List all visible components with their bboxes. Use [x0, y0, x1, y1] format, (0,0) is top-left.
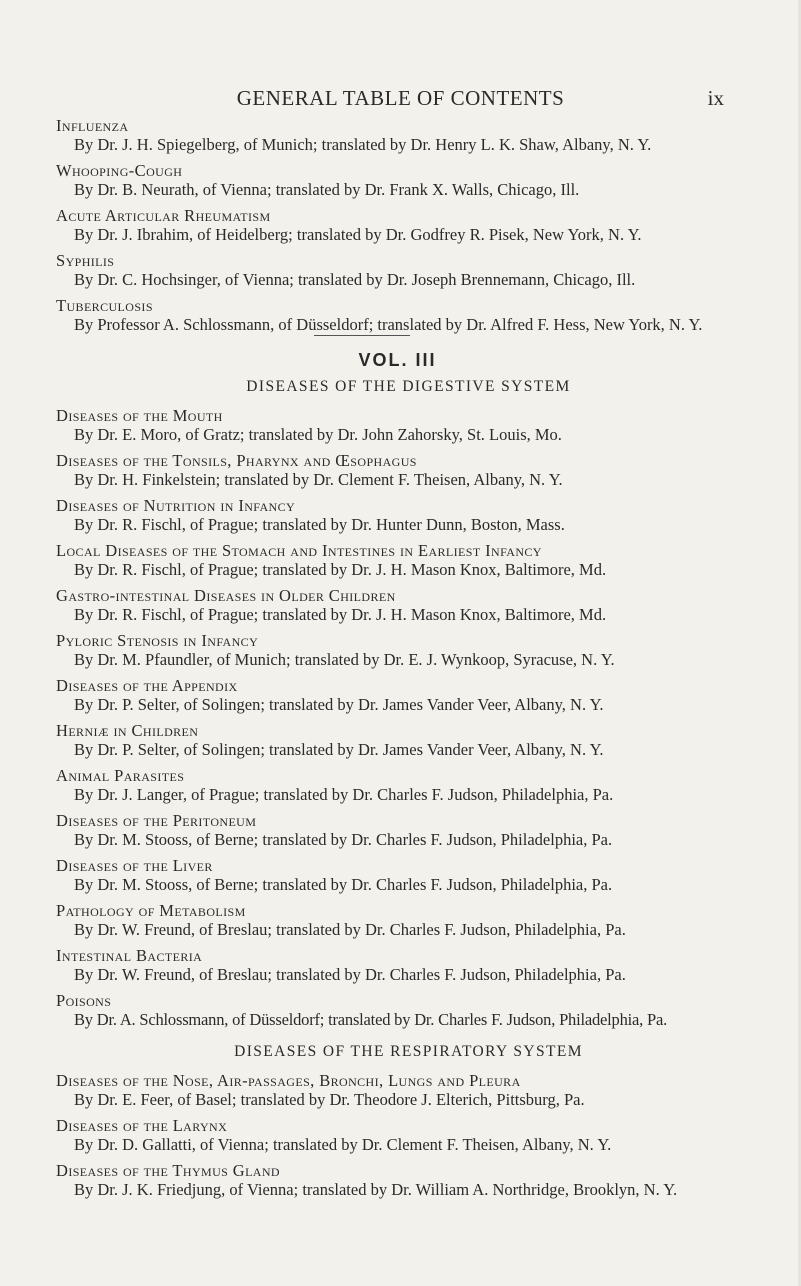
toc-entry: [56, 766, 761, 804]
divider-rule: [314, 335, 410, 336]
entry-author: By Dr. D. Gallatti, of Vienna; translated by Dr. Clement F. Theisen, Albany, N. Y.: [74, 1135, 612, 1154]
page-number: ix: [707, 86, 724, 110]
toc-entry: [56, 586, 761, 624]
entry-title: Syphilis: [56, 251, 115, 270]
entry-author: By Dr. R. Fischl, of Prague; translated by Dr. J. H. Mason Knox, Baltimore, Md.: [74, 560, 607, 579]
toc-entry: [56, 206, 761, 244]
entry-author: By Dr. M. Stooss, of Berne; translated by Dr. Charles F. Judson, Philadelphia, Pa.: [74, 830, 613, 849]
entry-author: By Dr. M. Pfaundler, of Munich; translated by Dr. E. J. Wynkoop, Syracuse, N. Y.: [74, 650, 615, 669]
entry-title: Diseases of the Appendix: [56, 676, 238, 695]
toc-entry: [56, 631, 761, 669]
toc-entry: [56, 116, 761, 154]
entry-author: By Dr. H. Finkelstein; translated by Dr. Clement F. Theisen, Albany, N. Y.: [74, 470, 563, 489]
volume-heading: VOL. III: [358, 350, 437, 370]
entry-title: Poisons: [56, 991, 112, 1010]
entry-title: Local Diseases of the Stomach and Intestines in Earliest Infancy: [56, 541, 542, 560]
entry-author: By Dr. W. Freund, of Breslau; translated by Dr. Charles F. Judson, Philadelphia, Pa.: [74, 965, 626, 984]
entry-author: By Dr. J. H. Spiegelberg, of Munich; translated by Dr. Henry L. K. Shaw, Albany, N. Y.: [74, 135, 652, 154]
toc-entry: [56, 296, 761, 334]
entry-title: Pyloric Stenosis in Infancy: [56, 631, 259, 650]
entry-author: By Dr. J. K. Friedjung, of Vienna; translated by Dr. William A. Northridge, Brooklyn, N. Y.: [74, 1180, 678, 1199]
section-heading-digestive: DISEASES OF THE DIGESTIVE SYSTEM: [246, 378, 571, 395]
entry-title: Herniæ in Children: [56, 721, 199, 740]
entry-title: Tuberculosis: [56, 296, 153, 315]
section-heading-respiratory: DISEASES OF THE RESPIRATORY SYSTEM: [234, 1043, 583, 1060]
entry-author: By Professor A. Schlossmann, of Düsseldorf; translated by Dr. Alfred F. Hess, New York, N. Y.: [74, 315, 703, 334]
entry-author: By Dr. R. Fischl, of Prague; translated by Dr. Hunter Dunn, Boston, Mass.: [74, 515, 565, 534]
entry-title: Whooping-Cough: [56, 161, 183, 180]
entry-title: Pathology of Metabolism: [56, 901, 246, 920]
toc-entry: [56, 1116, 761, 1154]
entry-title: Diseases of the Mouth: [56, 406, 223, 425]
entry-title: Animal Parasites: [56, 766, 185, 785]
entry-title: Diseases of the Thymus Gland: [56, 1161, 280, 1180]
entry-author: By Dr. P. Selter, of Solingen; translated by Dr. James Vander Veer, Albany, N. Y.: [74, 740, 604, 759]
entry-title: Diseases of the Larynx: [56, 1116, 228, 1135]
toc-entry: [56, 161, 761, 199]
toc-entry: [56, 721, 761, 759]
toc-entry: [56, 451, 761, 489]
running-head: [0, 84, 801, 114]
toc-entry: [56, 856, 761, 894]
entry-title: Gastro-intestinal Diseases in Older Children: [56, 586, 396, 605]
page-title: GENERAL TABLE OF CONTENTS: [236, 86, 565, 110]
entry-author: By Dr. E. Feer, of Basel; translated by Dr. Theodore J. Elterich, Pittsburg, Pa.: [74, 1090, 585, 1109]
toc-entry: [56, 1071, 761, 1109]
entry-title: Diseases of the Tonsils, Pharynx and Œsophagus: [56, 451, 417, 470]
entry-author: By Dr. J. Ibrahim, of Heidelberg; translated by Dr. Godfrey R. Pisek, New York, N. Y.: [74, 225, 642, 244]
toc-entry: [56, 901, 761, 939]
toc-entry: [56, 1161, 761, 1199]
entry-author: By Dr. A. Schlossmann, of Düsseldorf; translated by Dr. Charles F. Judson, Philadelphia, Pa.: [74, 1010, 668, 1029]
entry-author: By Dr. C. Hochsinger, of Vienna; translated by Dr. Joseph Brennemann, Chicago, Ill.: [74, 270, 636, 289]
toc-entry: [56, 251, 761, 289]
entry-title: Acute Articular Rheumatism: [56, 206, 271, 225]
entry-title: Diseases of the Nose, Air-passages, Bronchi, Lungs and Pleura: [56, 1071, 521, 1090]
toc-entry: [56, 496, 761, 534]
entry-author: By Dr. J. Langer, of Prague; translated by Dr. Charles F. Judson, Philadelphia, Pa.: [74, 785, 614, 804]
table-of-contents: [56, 116, 761, 1199]
toc-entry: [56, 991, 761, 1029]
toc-entry: [56, 811, 761, 849]
entry-author: By Dr. W. Freund, of Breslau; translated by Dr. Charles F. Judson, Philadelphia, Pa.: [74, 920, 626, 939]
entry-author: By Dr. P. Selter, of Solingen; translated by Dr. James Vander Veer, Albany, N. Y.: [74, 695, 604, 714]
toc-entry: [56, 946, 761, 984]
entry-author: By Dr. R. Fischl, of Prague; translated by Dr. J. H. Mason Knox, Baltimore, Md.: [74, 605, 607, 624]
entry-title: Diseases of the Peritoneum: [56, 811, 257, 830]
entry-title: Diseases of Nutrition in Infancy: [56, 496, 296, 515]
toc-entry: [56, 541, 761, 579]
entry-title: Diseases of the Liver: [56, 856, 213, 875]
toc-entry: [56, 676, 761, 714]
entry-author: By Dr. E. Moro, of Gratz; translated by Dr. John Zahorsky, St. Louis, Mo.: [74, 425, 562, 444]
entry-title: Intestinal Bacteria: [56, 946, 203, 965]
entry-author: By Dr. B. Neurath, of Vienna; translated by Dr. Frank X. Walls, Chicago, Ill.: [74, 180, 580, 199]
entry-author: By Dr. M. Stooss, of Berne; translated by Dr. Charles F. Judson, Philadelphia, Pa.: [74, 875, 613, 894]
entry-title: Influenza: [56, 116, 129, 135]
toc-entry: [56, 406, 761, 444]
